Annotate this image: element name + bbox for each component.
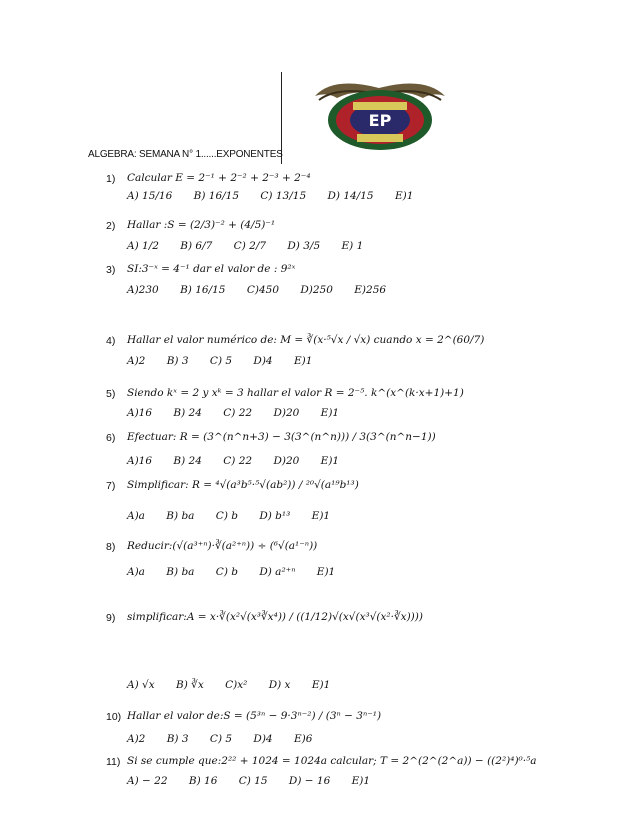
question-text: Reducir:(√(a³⁺ⁿ)·∛(a²⁺ⁿ)) ÷ (⁶√(a¹⁻ⁿ)) — [127, 540, 318, 552]
option: B) 24 — [173, 407, 202, 419]
school-emblem — [313, 74, 447, 154]
option: B) ∛x — [175, 679, 204, 691]
question-text: SI:3⁻ˣ = 4⁻¹ dar el valor de : 9²ˣ — [127, 263, 296, 275]
option: D)4 — [253, 733, 273, 745]
option: E) 1 — [341, 240, 364, 252]
option: D) a²⁺ⁿ — [259, 566, 296, 578]
question-options — [127, 407, 357, 419]
option: D)20 — [273, 407, 300, 419]
option: B) 24 — [173, 455, 202, 467]
option: D) 3/5 — [287, 240, 321, 252]
option: C) 13/15 — [260, 190, 307, 202]
question-number: 3) — [106, 264, 116, 276]
option: A)16 — [127, 407, 153, 419]
option: A) 15/16 — [127, 190, 173, 202]
option: D)250 — [300, 284, 333, 296]
option: D) 14/15 — [327, 190, 374, 202]
question-options — [127, 190, 431, 202]
option: A)a — [127, 566, 145, 578]
question-text: simplificar:A = x·∛(x²√(x³∛x⁴)) / ((1/12)√(x√(x³√(x²·∛x)))) — [127, 611, 423, 623]
option: E)1 — [311, 679, 331, 691]
question-text: Simplificar: R = ⁴√(a³b⁵·⁵√(ab²)) / ²⁰√(a¹⁹b¹³) — [127, 479, 359, 491]
question-text: Calcular E = 2⁻¹ + 2⁻² + 2⁻³ + 2⁻⁴ — [127, 172, 311, 184]
question-options — [127, 733, 330, 745]
option: B) ba — [166, 510, 195, 522]
option: C) 2/7 — [233, 240, 267, 252]
option: B) ba — [166, 566, 195, 578]
question-text: Hallar :S = (2/3)⁻² + (4/5)⁻¹ — [127, 219, 276, 231]
option: A)2 — [127, 355, 146, 367]
question-options — [127, 775, 388, 787]
option: C)450 — [246, 284, 280, 296]
option: E)1 — [311, 510, 331, 522]
option: D)20 — [273, 455, 300, 467]
option: A)16 — [127, 455, 153, 467]
question-number: 5) — [106, 388, 116, 400]
option: B) 3 — [166, 355, 189, 367]
option: A)2 — [127, 733, 146, 745]
option: E)6 — [293, 733, 313, 745]
question-options — [127, 355, 330, 367]
question-options — [127, 240, 381, 252]
question-text: Hallar el valor de:S = (5³ⁿ − 9·3ⁿ⁻²) / (3ⁿ − 3ⁿ⁻¹) — [127, 710, 382, 722]
option: C) 15 — [238, 775, 268, 787]
option: C) 22 — [223, 455, 253, 467]
option: C) 5 — [209, 733, 233, 745]
question-text: Siendo kˣ = 2 y xᵏ = 3 hallar el valor R = 2⁻⁵. k^(x^(k·x+1)+1) — [127, 387, 464, 399]
option: D) − 16 — [288, 775, 331, 787]
option: E)1 — [351, 775, 371, 787]
question-number: 10) — [106, 711, 122, 723]
option: E)1 — [394, 190, 414, 202]
question-number: 7) — [106, 480, 116, 492]
option: B) 3 — [166, 733, 189, 745]
option: A) √x — [127, 679, 155, 691]
option: D) x — [268, 679, 291, 691]
option: C)x² — [225, 679, 248, 691]
question-number: 6) — [106, 432, 116, 444]
option: E)1 — [316, 566, 336, 578]
option: C) 22 — [223, 407, 253, 419]
option: D)4 — [253, 355, 273, 367]
question-options — [127, 566, 353, 578]
option: D) b¹³ — [259, 510, 291, 522]
question-options — [127, 510, 348, 522]
option: E)1 — [293, 355, 313, 367]
question-text: Si se cumple que:2²² + 1024 = 1024a calcular; T = 2^(2^(2^a)) − ((2²)⁴)⁰·⁵a — [127, 755, 537, 767]
emblem-initials: EP — [368, 111, 392, 130]
question-options — [127, 679, 348, 691]
page-title: ALGEBRA: SEMANA N° 1......EXPONENTES — [88, 149, 283, 160]
option: C) b — [215, 510, 238, 522]
question-text: Efectuar: R = (3^(n^n+3) − 3(3^(n^n))) / 3(3^(n^n−1)) — [127, 431, 436, 443]
question-number: 9) — [106, 612, 116, 624]
option: E)256 — [354, 284, 387, 296]
option: C) b — [215, 566, 238, 578]
question-text: Hallar el valor numérico de: M = ∛(x·⁵√x / √x) cuando x = 2^(60/7) — [127, 334, 485, 346]
option: E)1 — [320, 407, 340, 419]
option: A) − 22 — [127, 775, 168, 787]
question-number: 2) — [106, 220, 116, 232]
option: B) 16/15 — [193, 190, 240, 202]
question-number: 1) — [106, 173, 116, 185]
option: B) 16 — [188, 775, 218, 787]
option: B) 16/15 — [180, 284, 226, 296]
question-number: 4) — [106, 335, 116, 347]
option: B) 6/7 — [180, 240, 213, 252]
option: C) 5 — [209, 355, 233, 367]
option: A)a — [127, 510, 145, 522]
option: A) 1/2 — [127, 240, 159, 252]
option: E)1 — [320, 455, 340, 467]
question-number: 11) — [106, 756, 121, 768]
question-number: 8) — [106, 541, 116, 553]
question-options — [127, 284, 404, 296]
option: A)230 — [127, 284, 159, 296]
question-options — [127, 455, 357, 467]
